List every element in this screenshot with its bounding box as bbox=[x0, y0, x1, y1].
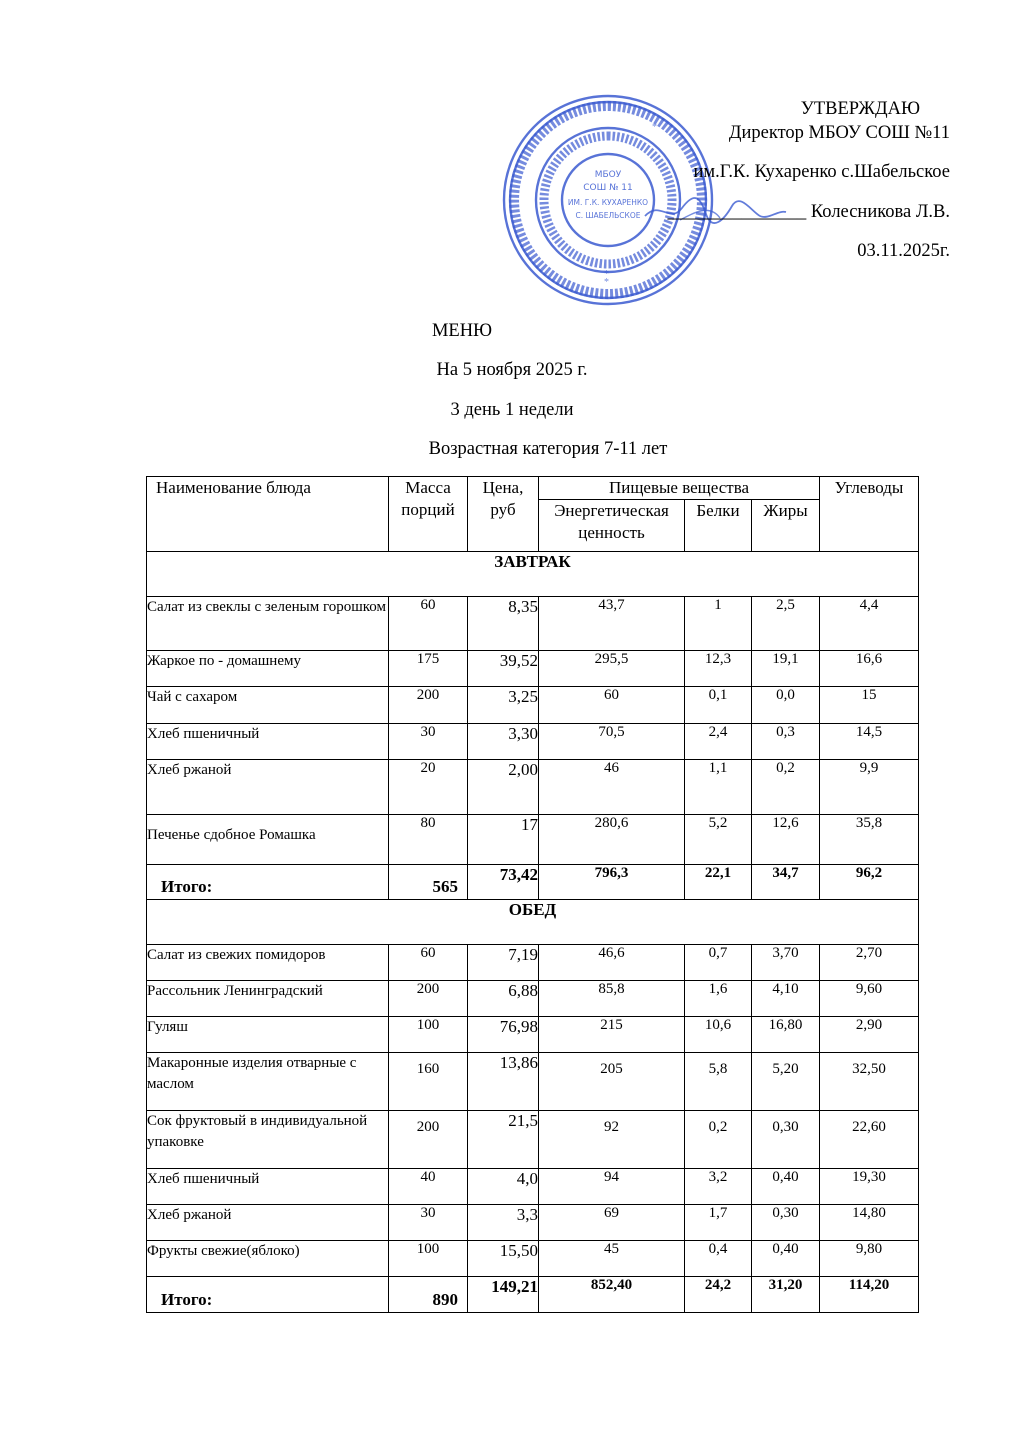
age-category: Возрастная категория 7-11 лет bbox=[428, 439, 668, 459]
stamp-line-4: С. ШАБЕЛЬСКОЕ bbox=[575, 211, 641, 220]
section-breakfast: ЗАВТРАК bbox=[147, 552, 919, 597]
protein-cell: 5,2 bbox=[685, 815, 752, 865]
price-cell: 3,30 bbox=[468, 724, 539, 760]
energy-cell: 70,5 bbox=[539, 724, 685, 760]
carbs-cell: 2,90 bbox=[820, 1017, 919, 1053]
table-row bbox=[147, 597, 919, 651]
energy-cell: 280,6 bbox=[539, 815, 685, 865]
mass-cell: 40 bbox=[389, 1169, 468, 1205]
dish-name: Хлеб ржаной bbox=[147, 1205, 389, 1241]
energy-cell: 45 bbox=[539, 1241, 685, 1277]
table-row bbox=[147, 760, 919, 815]
protein-cell: 2,4 bbox=[685, 724, 752, 760]
fat-cell: 0,40 bbox=[752, 1241, 820, 1277]
fat-cell: 0,2 bbox=[752, 760, 820, 815]
mass-cell: 20 bbox=[389, 760, 468, 815]
total-protein: 22,1 bbox=[685, 865, 752, 900]
fat-cell: 16,80 bbox=[752, 1017, 820, 1053]
table-row bbox=[147, 1053, 919, 1111]
energy-cell: 69 bbox=[539, 1205, 685, 1241]
energy-cell: 295,5 bbox=[539, 651, 685, 687]
energy-cell: 215 bbox=[539, 1017, 685, 1053]
price-cell: 3,3 bbox=[468, 1205, 539, 1241]
dish-name: Хлеб пшеничный bbox=[147, 1169, 389, 1205]
price-cell: 6,88 bbox=[468, 981, 539, 1017]
dish-name: Фрукты свежие(яблоко) bbox=[147, 1241, 389, 1277]
total-carbs: 96,2 bbox=[820, 865, 919, 900]
protein-cell: 1 bbox=[685, 597, 752, 651]
protein-cell: 12,3 bbox=[685, 651, 752, 687]
total-energy: 796,3 bbox=[539, 865, 685, 900]
protein-cell: 0,2 bbox=[685, 1111, 752, 1169]
table-row bbox=[147, 1017, 919, 1053]
carbs-cell: 19,30 bbox=[820, 1169, 919, 1205]
svg-text:*: * bbox=[604, 269, 609, 280]
carbs-cell: 22,60 bbox=[820, 1111, 919, 1169]
price-cell: 13,86 bbox=[468, 1053, 539, 1111]
total-price: 149,21 bbox=[468, 1277, 539, 1313]
table-row bbox=[147, 1111, 919, 1169]
carbs-cell: 9,60 bbox=[820, 981, 919, 1017]
fat-cell: 5,20 bbox=[752, 1053, 820, 1111]
total-fat: 34,7 bbox=[752, 865, 820, 900]
protein-cell: 0,4 bbox=[685, 1241, 752, 1277]
approval-date: 03.11.2025г. bbox=[857, 241, 950, 261]
energy-cell: 46,6 bbox=[539, 945, 685, 981]
fat-cell: 12,6 bbox=[752, 815, 820, 865]
header-name: Наименование блюда bbox=[147, 477, 389, 552]
protein-cell: 1,7 bbox=[685, 1205, 752, 1241]
menu-date: На 5 ноября 2025 г. bbox=[436, 360, 588, 380]
menu-day: 3 день 1 недели bbox=[450, 400, 574, 420]
header-price: Цена, руб bbox=[468, 477, 539, 552]
price-cell: 17 bbox=[468, 815, 539, 865]
table-row bbox=[147, 1241, 919, 1277]
carbs-cell: 14,80 bbox=[820, 1205, 919, 1241]
carbs-cell: 16,6 bbox=[820, 651, 919, 687]
dish-name: Сок фруктовый в индивидуальной упаковке bbox=[147, 1111, 389, 1169]
price-cell: 15,50 bbox=[468, 1241, 539, 1277]
breakfast-rows bbox=[147, 597, 919, 865]
carbs-cell: 32,50 bbox=[820, 1053, 919, 1111]
energy-cell: 94 bbox=[539, 1169, 685, 1205]
mass-cell: 60 bbox=[389, 945, 468, 981]
protein-cell: 1,6 bbox=[685, 981, 752, 1017]
carbs-cell: 15 bbox=[820, 687, 919, 724]
price-cell: 2,00 bbox=[468, 760, 539, 815]
protein-cell: 10,6 bbox=[685, 1017, 752, 1053]
energy-cell: 92 bbox=[539, 1111, 685, 1169]
total-label: Итого: bbox=[147, 865, 389, 900]
protein-cell: 5,8 bbox=[685, 1053, 752, 1111]
stamp-line-2: СОШ № 11 bbox=[583, 183, 633, 193]
mass-cell: 100 bbox=[389, 1017, 468, 1053]
table-row bbox=[147, 724, 919, 760]
svg-text:*: * bbox=[652, 122, 657, 133]
mass-cell: 160 bbox=[389, 1053, 468, 1111]
fat-cell: 3,70 bbox=[752, 945, 820, 981]
dish-name: Хлеб пшеничный bbox=[147, 724, 389, 760]
total-carbs: 114,20 bbox=[820, 1277, 919, 1313]
stamp-line-3: ИМ. Г.К. КУХАРЕНКО bbox=[567, 198, 649, 207]
fat-cell: 19,1 bbox=[752, 651, 820, 687]
total-price: 73,42 bbox=[468, 865, 539, 900]
total-mass: 890 bbox=[389, 1277, 468, 1313]
mass-cell: 30 bbox=[389, 724, 468, 760]
menu-table bbox=[146, 476, 919, 1313]
section-lunch: ОБЕД bbox=[147, 900, 919, 945]
header-energy: Энергетическая ценность bbox=[539, 500, 685, 552]
price-cell: 4,0 bbox=[468, 1169, 539, 1205]
header-carbs: Углеводы bbox=[820, 477, 919, 552]
mass-cell: 200 bbox=[389, 981, 468, 1017]
breakfast-total-row bbox=[147, 865, 919, 900]
header-protein: Белки bbox=[685, 500, 752, 552]
dish-name: Чай с сахаром bbox=[147, 687, 389, 724]
total-label: Итого: bbox=[147, 1277, 389, 1313]
price-cell: 21,5 bbox=[468, 1111, 539, 1169]
dish-name: Печенье сдобное Ромашка bbox=[147, 815, 389, 865]
protein-cell: 3,2 bbox=[685, 1169, 752, 1205]
stamp-line-1: МБОУ bbox=[594, 170, 622, 180]
fat-cell: 0,40 bbox=[752, 1169, 820, 1205]
carbs-cell: 14,5 bbox=[820, 724, 919, 760]
price-cell: 3,25 bbox=[468, 687, 539, 724]
lunch-rows bbox=[147, 945, 919, 1277]
table-row bbox=[147, 1205, 919, 1241]
table-row bbox=[147, 1169, 919, 1205]
carbs-cell: 4,4 bbox=[820, 597, 919, 651]
approval-heading: УТВЕРЖДАЮ bbox=[800, 99, 920, 119]
header-nutrients: Пищевые вещества bbox=[539, 477, 820, 500]
price-cell: 8,35 bbox=[468, 597, 539, 651]
table-row bbox=[147, 981, 919, 1017]
price-cell: 39,52 bbox=[468, 651, 539, 687]
header-fat: Жиры bbox=[752, 500, 820, 552]
energy-cell: 60 bbox=[539, 687, 685, 724]
fat-cell: 0,3 bbox=[752, 724, 820, 760]
dish-name: Жаркое по - домашнему bbox=[147, 651, 389, 687]
price-cell: 76,98 bbox=[468, 1017, 539, 1053]
protein-cell: 0,1 bbox=[685, 687, 752, 724]
energy-cell: 85,8 bbox=[539, 981, 685, 1017]
mass-cell: 100 bbox=[389, 1241, 468, 1277]
mass-cell: 200 bbox=[389, 1111, 468, 1169]
table-row bbox=[147, 815, 919, 865]
protein-cell: 1,1 bbox=[685, 760, 752, 815]
price-cell: 7,19 bbox=[468, 945, 539, 981]
fat-cell: 2,5 bbox=[752, 597, 820, 651]
energy-cell: 43,7 bbox=[539, 597, 685, 651]
mass-cell: 200 bbox=[389, 687, 468, 724]
total-protein: 24,2 bbox=[685, 1277, 752, 1313]
dish-name: Хлеб ржаной bbox=[147, 760, 389, 815]
fat-cell: 0,30 bbox=[752, 1111, 820, 1169]
dish-name: Рассольник Ленинградский bbox=[147, 981, 389, 1017]
energy-cell: 46 bbox=[539, 760, 685, 815]
carbs-cell: 9,9 bbox=[820, 760, 919, 815]
dish-name: Салат из свеклы с зеленым горошком bbox=[147, 597, 389, 651]
dish-name: Салат из свежих помидоров bbox=[147, 945, 389, 981]
carbs-cell: 9,80 bbox=[820, 1241, 919, 1277]
page-title: МЕНЮ bbox=[431, 321, 493, 341]
dish-name: Гуляш bbox=[147, 1017, 389, 1053]
protein-cell: 0,7 bbox=[685, 945, 752, 981]
mass-cell: 60 bbox=[389, 597, 468, 651]
mass-cell: 175 bbox=[389, 651, 468, 687]
svg-text:*: * bbox=[604, 277, 609, 288]
approval-position: Директор МБОУ СОШ №11 bbox=[728, 123, 950, 143]
lunch-total-row bbox=[147, 1277, 919, 1313]
approval-signature-line: _______________ Колесникова Л.В. bbox=[667, 202, 950, 222]
total-energy: 852,40 bbox=[539, 1277, 685, 1313]
total-mass: 565 bbox=[389, 865, 468, 900]
carbs-cell: 2,70 bbox=[820, 945, 919, 981]
table-row bbox=[147, 945, 919, 981]
mass-cell: 80 bbox=[389, 815, 468, 865]
table-row bbox=[147, 651, 919, 687]
fat-cell: 0,30 bbox=[752, 1205, 820, 1241]
approval-school: им.Г.К. Кухаренко с.Шабельское bbox=[693, 162, 950, 182]
fat-cell: 0,0 bbox=[752, 687, 820, 724]
total-fat: 31,20 bbox=[752, 1277, 820, 1313]
carbs-cell: 35,8 bbox=[820, 815, 919, 865]
fat-cell: 4,10 bbox=[752, 981, 820, 1017]
mass-cell: 30 bbox=[389, 1205, 468, 1241]
table-row bbox=[147, 687, 919, 724]
energy-cell: 205 bbox=[539, 1053, 685, 1111]
header-mass: Масса порций bbox=[389, 477, 468, 552]
dish-name: Макаронные изделия отварные с маслом bbox=[147, 1053, 389, 1111]
